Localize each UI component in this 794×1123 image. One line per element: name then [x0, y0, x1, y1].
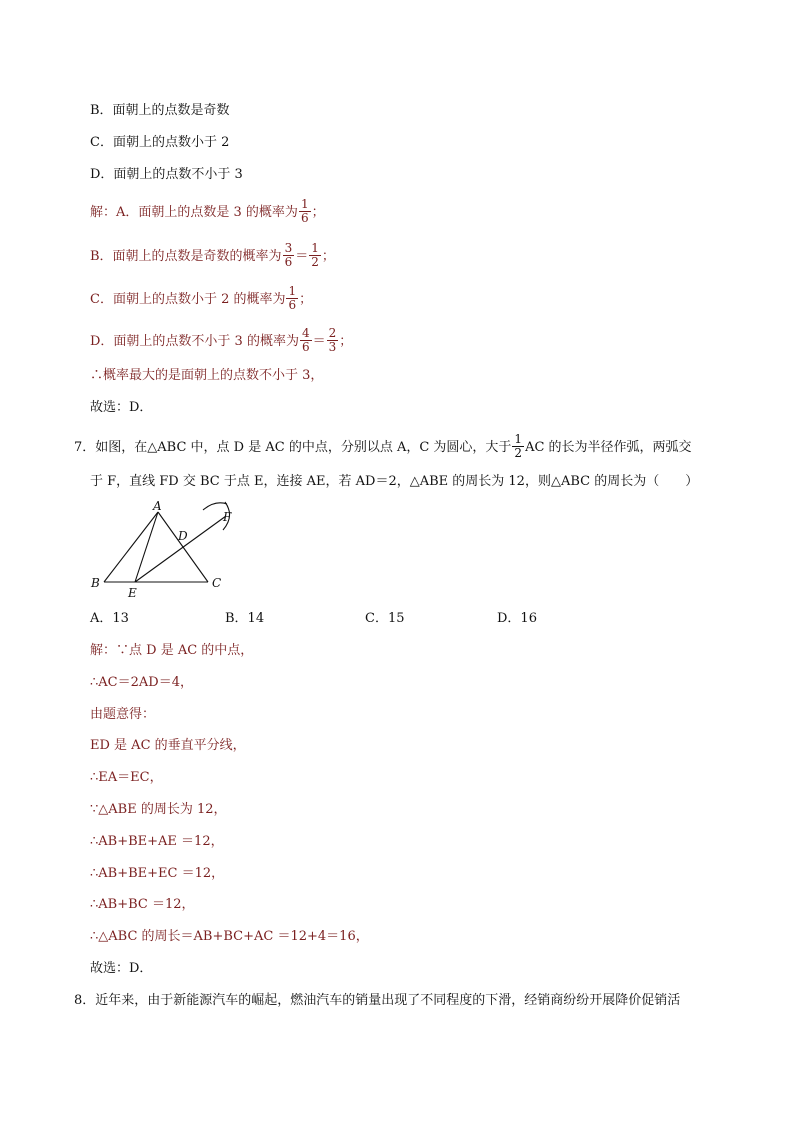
q6-option-c: C．面朝上的点数小于 2: [90, 135, 230, 150]
q7-stem-line-2: 于 F，直线 FD 交 BC 于点 E，连接 AE，若 AD＝2，△ABE 的周长为 12，则△ABC 的周长为（ ）: [90, 474, 699, 489]
q7-option-a: A．13: [90, 611, 129, 626]
fraction: $\frac{2}{3}$: [328, 326, 337, 354]
label-d: D: [178, 529, 188, 543]
fraction: $\frac{1}{6}$: [300, 197, 309, 225]
label-f: F: [223, 510, 232, 524]
q6-answer: 故选：D．: [90, 400, 153, 415]
q7-solution-line: 由题意得：: [90, 707, 156, 722]
q7-solution-line: ∵△ABE 的周长为 12，: [90, 802, 227, 817]
q7-option-c: C．15: [365, 611, 405, 626]
fraction: $\frac{3}{6}$: [284, 241, 293, 269]
q7-solution-line: ∴△ABC 的周长＝AB+BC+AC ＝12+4＝16，: [90, 929, 369, 944]
label-e: E: [128, 586, 137, 600]
line-ef: [135, 516, 226, 582]
q8-stem-line-1: 8．近年来，由于新能源汽车的崛起，燃油汽车的销量出现了不同程度的下滑，经销商纷纷开展降价促销活: [74, 993, 681, 1008]
fraction: $\frac{1}{6}$: [288, 284, 297, 312]
q6-solution-line-d: D．面朝上的点数不小于 3 的概率为 $\frac{4}{6}$ ＝ $\frac{2}{3}$ ；: [90, 326, 353, 354]
fraction: $\frac{1}{2}$: [514, 432, 523, 460]
q7-solution-line: ED 是 AC 的垂直平分线，: [90, 738, 246, 753]
segment-ae: [135, 512, 158, 582]
q7-answer: 故选：D．: [90, 961, 153, 976]
triangle-figure: [85, 496, 255, 602]
q7-solution-line: ∴AB+BE+AE ＝12，: [90, 834, 224, 849]
q7-option-b: B．14: [225, 611, 265, 626]
q7-solution-line: ∴AB+BE+EC ＝12，: [90, 866, 225, 881]
q6-solution-line-a: 解：A．面朝上的点数是 3 的概率为 $\frac{1}{6}$ ；: [90, 197, 325, 225]
q7-solution-line: ∴EA＝EC，: [90, 770, 163, 785]
q7-solution-line: ∴AC＝2AD＝4，: [90, 675, 193, 690]
arc-upper: [203, 503, 227, 510]
q6-solution-line-b: B．面朝上的点数是奇数的概率为 $\frac{3}{6}$ ＝ $\frac{1}{2}$ ；: [90, 241, 335, 269]
label-a: A: [153, 499, 162, 513]
q7-solution-line: 解：∵点 D 是 AC 的中点，: [90, 643, 254, 658]
q6-option-d: D．面朝上的点数不小于 3: [90, 167, 243, 182]
label-c: C: [212, 576, 222, 590]
q7-solution-line: ∴AB+BC ＝12，: [90, 897, 195, 912]
q6-solution-line-c: C．面朝上的点数小于 2 的概率为 $\frac{1}{6}$ ；: [90, 284, 313, 312]
q6-solution-conclusion: ∴概率最大的是面朝上的点数不小于 3，: [90, 368, 324, 383]
q7-stem-line-1: 7．如图，在△ABC 中，点 D 是 AC 的中点，分别以点 A，C 为圆心，大于 $\frac{1}{2}$ AC 的长为半径作弧，两弧交: [74, 432, 692, 460]
fraction: $\frac{4}{6}$: [301, 326, 310, 354]
fraction: $\frac{1}{2}$: [311, 241, 319, 269]
q6-option-b: B．面朝上的点数是奇数: [90, 103, 230, 118]
label-b: B: [91, 576, 100, 590]
q7-option-d: D．16: [497, 611, 537, 626]
